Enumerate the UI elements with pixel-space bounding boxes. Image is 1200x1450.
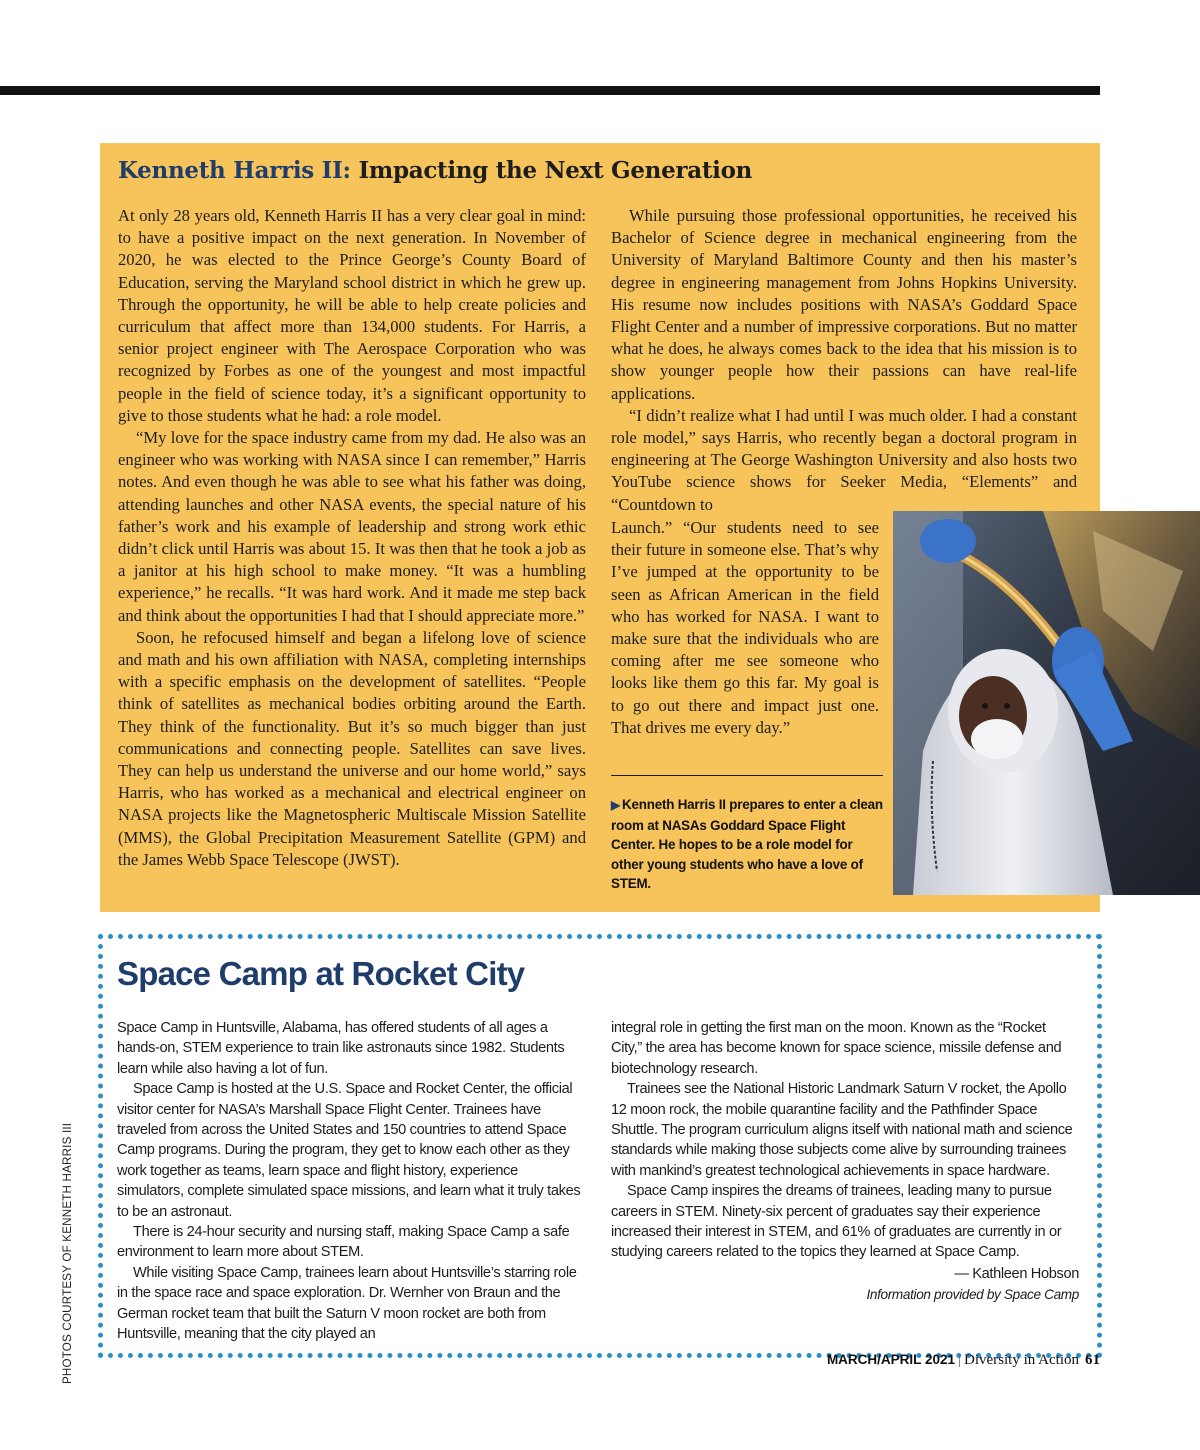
byline: — Kathleen Hobson [954,1265,1079,1282]
feature-paragraph: “I didn’t realize what I had until I was much older. I had a constant role model,” says Harris, who recently began a doctoral program in engineering at The George Washington University and also hosts two YouTube science shows for Seeker Media, “Elements” and “Countdown to [611,405,1077,514]
feature-paragraph: At only 28 years old, Kenneth Harris II has a very clear goal in mind: to have a positive impact on the next generation. In November of 2020, he was elected to the Prince George’s County Board of Education, serving the Maryland school district in which he grew up. Through the opportunity, he will be able to help create policies and curriculum that affect more than 134,000 students. For Harris, a senior project engineer with The Aerospace Corporation who was recognized by Forbes as one of the youngest and most impactful people in the field of science today, it’s a significant opportunity to give to those students what he had: a role model. [118,206,586,425]
feature-paragraph: While pursuing those professional opportunities, he received his Bachelor of Science degree in mechanical engineering from the University of Maryland Baltimore County and then his master’s degree in engineering management from Johns Hopkins University. His resume now includes positions with NASA’s Goddard Space Flight Center and a number of impressive corporations. But no matter what he does, he always comes back to the idea that his mission is to show younger people how their passions can have real-life applications. [611,206,1077,403]
feature-paragraph: “My love for the space industry came from my dad. He also was an engineer who was working with NASA since I can remember,” Harris notes. And even though he was able to see what his father was doing, attending launches and other NASA events, the special nature of his father’s work and his example of leadership and strong work ethic didn’t click until Harris was about 15. It was then that he took a job as a janitor at his high school to make money. “It was a humbling experience,” he recalls. “It was hard work. And it made me step back and think about the opportunities I had that I should appreciate more.” [118,428,586,625]
footer-separator: | [957,1352,961,1368]
photo-caption [611,795,883,894]
source-note: Information provided by Space Camp [866,1287,1079,1303]
space-camp-left-column [117,1018,587,1345]
space-camp-paragraph: Space Camp is hosted at the U.S. Space and Rocket Center, the official visitor center for NASA’s Marshall Space Flight Center. Trainees have traveled from across the United States and 150 countries to attend Space Camp programs. During the program, they get to know each other as they work together as teams, learn space and flight history, experience simulators, complete simulated space missions, and learn what it truly takes to be an astronaut. [117,1081,581,1220]
space-camp-paragraph: integral role in getting the first man on the moon. Known as the “Rocket City,” the area has become known for space science, missile defense and biotechnology research. [611,1020,1062,1077]
engineer-cleanroom-photo [893,511,1200,895]
space-camp-box [98,934,1102,1358]
magazine-name: Diversity in Action [964,1352,1079,1368]
triangle-right-icon: ▶ [611,798,621,812]
top-rule [0,86,1100,95]
page-footer [827,1352,1100,1369]
photo-caption-text: Kenneth Harris II prepares to enter a clean room at NASAs Goddard Space Flight Center. He hopes to be a role model for other young students who have a love of STEM. [611,797,883,891]
feature-title-name: Kenneth Harris II: [118,157,351,184]
space-camp-title: Space Camp at Rocket City [117,955,525,992]
space-camp-paragraph: Space Camp inspires the dreams of trainees, leading many to pursue careers in STEM. Ninety-six percent of graduates say their experience increased their interest in STEM, and 61% of graduates are currently in or studying careers related to the topics they learned at Space Camp. [611,1183,1062,1261]
space-camp-paragraph: Space Camp in Huntsville, Alabama, has offered students of all ages a hands-on, STEM experience to train like astronauts since 1982. Students learn while also having a lot of fun. [117,1020,565,1077]
feature-paragraph-narrow: Launch.” “Our students need to see their future in someone else. That’s why I’ve jumped at the opportunity to be seen as African American in the field who has worked for NASA. I want to make sure that the individuals who are coming after me see someone who looks like them go this far. My goal is to go out there and impact just one. That drives me every day.” [611,518,879,737]
engineer-cleanroom-illustration [893,511,1200,895]
page-number: 61 [1085,1352,1100,1368]
feature-right-column [611,205,1077,516]
issue-date: MARCH/APRIL 2021 [826,1352,955,1367]
photo-credit: PHOTOS COURTESY OF KENNETH HARRIS III [61,1122,74,1384]
space-camp-right-column [611,1018,1079,1306]
feature-right-narrow-column [611,517,879,739]
feature-paragraph: Soon, he refocused himself and began a lifelong love of science and math and his own affiliation with NASA, completing internships with a specific emphasis on the development of satellites. “People think of satellites as mechanical bodies orbiting around the Earth. They think of the functionality. But it’s so much bigger than just communications and connecting people. Satellites can save lives. They can help us understand the universe and our home world,” says Harris, who has worked as a mechanical and electrical engineer on NASA projects like the Magnetospheric Multiscale Mission Satellite (MMS), the Global Precipitation Measurement Satellite (GPM) and the James Webb Space Telescope (JWST). [118,627,586,869]
feature-title-subtitle: Impacting the Next Generation [358,157,753,184]
feature-left-column [118,205,586,871]
caption-rule [611,775,883,776]
space-camp-paragraph: Trainees see the National Historic Landmark Saturn V rocket, the Apollo 12 moon rock, the mobile quarantine facility and the Pathfinder Space Shuttle. The program curriculum aligns itself with national math and science standards while making those subjects come alive by surrounding trainees with mankind’s greatest technological achievements in space hardware. [611,1081,1073,1179]
feature-title [118,157,752,184]
space-camp-paragraph: While visiting Space Camp, trainees learn about Huntsville’s starring role in the space race and space exploration. Dr. Wernher von Braun and the German rocket team that built the Saturn V moon rocket are both from Huntsville, meaning that the city played an [117,1264,577,1343]
space-camp-paragraph: There is 24-hour security and nursing staff, making Space Camp a safe environment to learn more about STEM. [117,1224,570,1261]
